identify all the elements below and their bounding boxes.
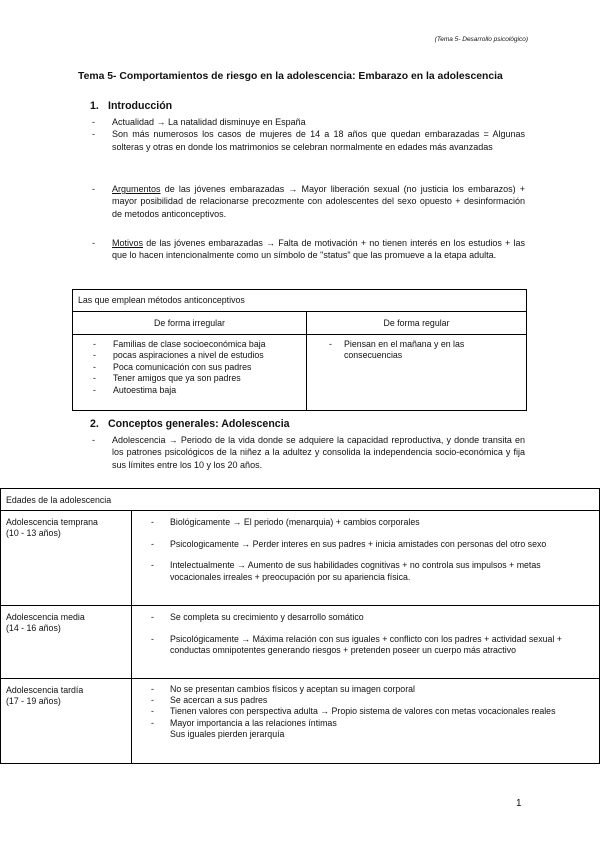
list-item <box>93 373 302 384</box>
argumentos-paragraph <box>92 183 525 220</box>
bullet-dash: - <box>93 350 96 361</box>
bullet-dash: - <box>151 706 154 717</box>
motivos-text: de las jóvenes embarazadas → Falta de motivación + no tienen interés en los estudios + las que lo hacen intencionalmente como un símbolo de "status" que las promueve a la etapa adulta. <box>112 238 525 261</box>
stage-detail-item <box>151 517 591 529</box>
bullet-text: Son más numerosos los casos de mujeres de 14 a 18 años que quedan embarazadas = Algunas solteras y otras en donde los matrimonios se celebran normalmente en edades más avanzadas <box>112 129 525 152</box>
stage-name: Adolescencia temprana <box>6 517 98 527</box>
stage-detail-item <box>151 612 591 624</box>
document-title: Tema 5- Comportamientos de riesgo en la adolescencia: Embarazo en la adolescencia <box>78 71 503 82</box>
bullet-dash: - <box>92 435 95 445</box>
section-2-number: 2. <box>90 418 99 430</box>
bullet-dash: - <box>93 339 96 349</box>
list-item-text: Piensan en el mañana y en las consecuencias <box>344 339 465 361</box>
table1-irregular-cell <box>73 335 307 411</box>
intro-bullet <box>92 116 525 128</box>
argumentos-text: de las jóvenes embarazadas → Mayor liberación sexual (no justicia los embarazos) + mayor posibilidad de relacionarse precozmente con adolescentes del sexo opuesto + desinformación de metodos anticonceptivos. <box>112 184 525 219</box>
stage-detail-item <box>151 634 591 657</box>
bullet-dash: - <box>93 373 96 384</box>
stage-detail-text: Psicológicamente → Máxima relación con sus iguales + conflicto con los padres + actividad sexual + conductas omnipotentes generando riesgos + pretenden poseer un cuerpo más atractivo <box>170 633 562 656</box>
stage-name: Adolescencia media <box>6 612 85 622</box>
stage-detail-text: Mayor importancia a las relaciones íntimas <box>170 717 337 728</box>
stage-detail-item <box>151 560 591 583</box>
contraceptive-table <box>72 289 527 411</box>
list-item <box>329 339 486 362</box>
stage-ages: (14 - 16 años) <box>6 623 61 634</box>
stage-ages: (17 - 19 años) <box>6 696 61 707</box>
stage-detail-item <box>151 695 591 706</box>
section-1-title: Introducción <box>108 100 173 112</box>
stage-detail-item <box>151 718 591 729</box>
bullet-dash: - <box>151 633 154 644</box>
table1-regular-cell <box>307 335 527 411</box>
section-1-heading <box>90 100 172 112</box>
page-number: 1 <box>516 798 522 809</box>
motivos-label: Motivos <box>112 238 144 248</box>
list-item-text: Poca comunicación con sus padres <box>113 361 252 372</box>
bullet-dash: - <box>151 695 154 706</box>
bullet-dash: - <box>151 684 154 694</box>
stage-detail-item <box>151 706 591 717</box>
bullet-dash: - <box>151 538 154 549</box>
list-item <box>93 350 302 361</box>
stage-cell-late <box>1 679 132 764</box>
bullet-text: Actualidad → La natalidad disminuye en España <box>112 117 306 127</box>
list-item-text: Familias de clase socioeconómica baja <box>113 339 266 349</box>
stage-cell-early <box>1 511 132 606</box>
bullet-dash: - <box>92 238 95 248</box>
header-note: (Tema 5- Desarrollo psicológico) <box>434 36 528 43</box>
stage-detail-text: Intelectualmente → Aumento de sus habilidades cognitivas + no controla sus impulsos + metas vocacionales irreales + preocupación por su apariencia física. <box>170 560 541 582</box>
stage-detail-text: Tienen valores con perspectiva adulta → Propio sistema de valores con metas vocacionales reales <box>170 706 556 717</box>
intro-bullet <box>92 128 525 153</box>
section-1-number: 1. <box>90 100 99 112</box>
stage-detail-item <box>151 539 591 551</box>
adolescence-stages-table <box>0 488 600 764</box>
bullet-dash: - <box>93 361 96 372</box>
list-item <box>93 385 302 396</box>
stage-detail-continuation: Sus iguales pierden jerarquía <box>170 728 285 739</box>
stage-details-late <box>132 679 600 764</box>
bullet-dash: - <box>151 717 154 728</box>
list-item-text: Autoestima baja <box>113 384 177 395</box>
list-item <box>93 362 302 373</box>
bullet-dash: - <box>151 560 154 571</box>
bullet-dash: - <box>93 384 96 395</box>
table2-title: Edades de la adolescencia <box>1 489 600 511</box>
bullet-dash: - <box>329 339 332 349</box>
bullet-dash: - <box>92 129 95 140</box>
section-2-title: Conceptos generales: Adolescencia <box>108 418 290 430</box>
argumentos-label: Argumentos <box>112 184 161 194</box>
stage-details-early <box>132 511 600 606</box>
stage-detail-text: Se acercan a sus padres <box>170 695 268 706</box>
bullet-dash: - <box>92 184 95 194</box>
list-item <box>93 339 302 350</box>
stage-detail-text: Psicologicamente → Perder interes en sus padres + inicia amistades con personas del otro sexo <box>170 538 547 549</box>
intro-bullets <box>92 116 525 153</box>
bullet-dash: - <box>92 117 95 127</box>
stage-name: Adolescencia tardía <box>6 685 84 695</box>
adolescence-definition <box>92 434 525 471</box>
stage-details-middle <box>132 606 600 679</box>
stage-detail-text: No se presentan cambios físicos y aceptan su imagen corporal <box>170 684 415 694</box>
motivos-paragraph <box>92 237 525 262</box>
stage-detail-text: Se completa su crecimiento y desarrollo somático <box>170 612 364 622</box>
bullet-dash: - <box>151 517 154 527</box>
section-2-heading <box>90 418 290 430</box>
stage-ages: (10 - 13 años) <box>6 528 61 539</box>
stage-detail-text: Biológicamente → El periodo (menarquia) + cambios corporales <box>170 517 420 527</box>
stage-cell-middle <box>1 606 132 679</box>
list-item-text: pocas aspiraciones a nivel de estudios <box>113 350 264 361</box>
bullet-dash: - <box>151 612 154 622</box>
definition-text: Adolescencia → Periodo de la vida donde se adquiere la capacidad reproductiva, y donde transita en los patrones psicológicos de la niñez a la adultez y consolida la independencia socio-económica y fija sus límites entre los 10 y los 20 años. <box>112 435 525 470</box>
table1-col2-header: De forma regular <box>307 312 527 335</box>
table1-title: Las que emplean métodos anticonceptivos <box>73 290 527 312</box>
list-item-text: Tener amigos que ya son padres <box>113 373 241 384</box>
stage-detail-item <box>151 684 591 695</box>
table1-col1-header: De forma irregular <box>73 312 307 335</box>
